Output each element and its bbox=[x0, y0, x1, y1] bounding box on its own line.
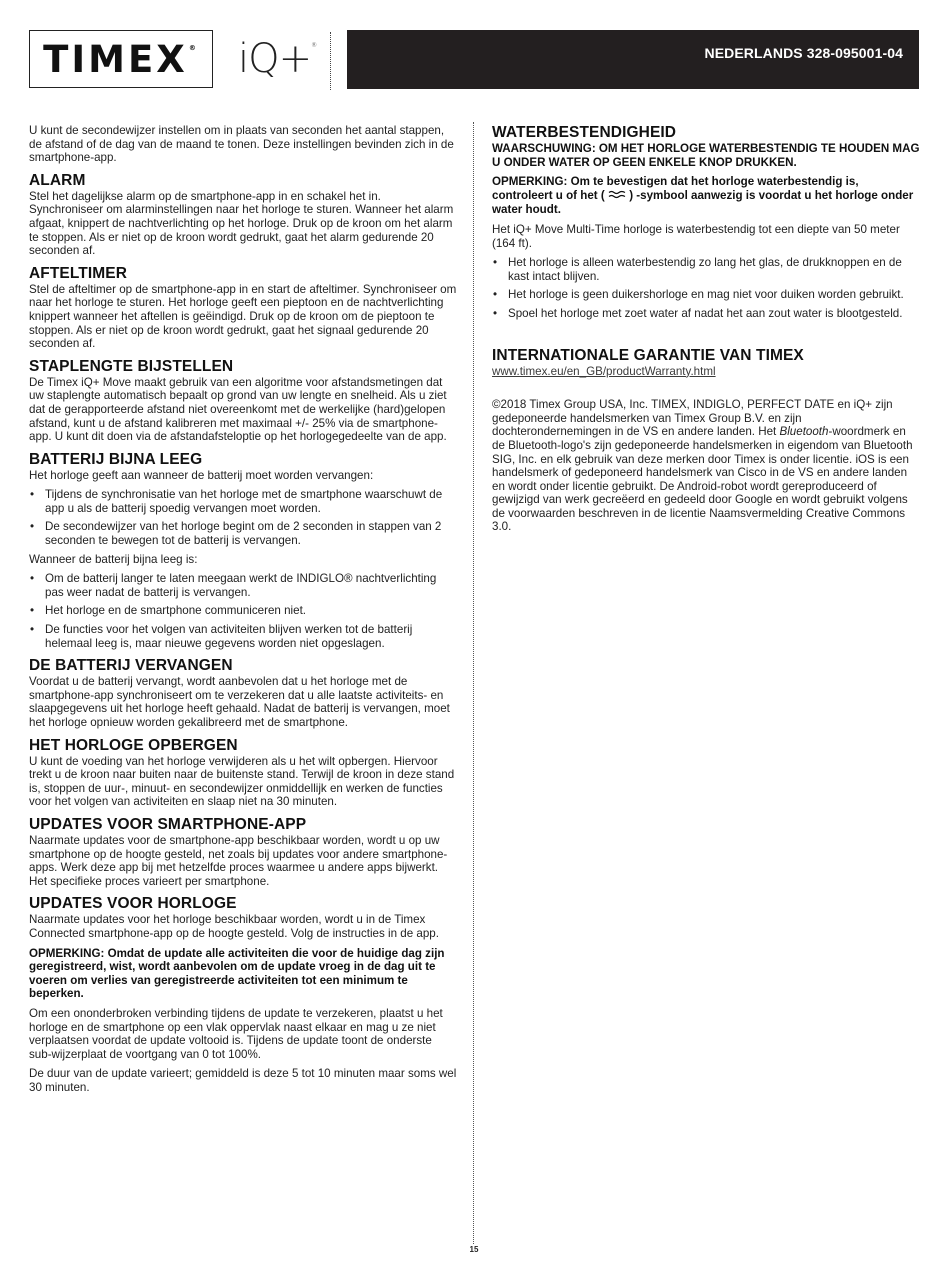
warranty-link[interactable]: www.timex.eu/en_GB/productWarranty.html bbox=[492, 364, 716, 378]
water-depth: Het iQ+ Move Multi-Time horloge is waterbestendig tot een diepte van 50 meter (164 ft). bbox=[492, 222, 900, 250]
water-resistance-heading: WATERBESTENDIGHEID bbox=[492, 124, 677, 141]
watch-updates-text: Naarmate updates voor het horloge beschikbaar worden, wordt u in de Timex Connected smartphone-app op de hoogte gesteld. Volg de instructies in de app. bbox=[29, 913, 439, 940]
list-item: • De functies voor het volgen van activiteiten blijven werken tot de batterij helemaal leeg is, maar nieuwe gegevens worden niet opgeslagen. bbox=[29, 623, 457, 650]
list-item: • Tijdens de synchronisatie van het horloge met de smartphone waarschuwt de app u als de batterij spoedig vervangen moet worden. bbox=[29, 488, 457, 515]
watch-updates-note: OPMERKING: Omdat de update alle activiteiten die voor de huidige dag zijn geregistreerd, wist, wordt aanbevolen om de update vroeg in de dag uit te voeren om verlies van geregistreerde activiteiten tot een minimum te beperken. bbox=[29, 946, 445, 1001]
water-resistant-icon bbox=[608, 190, 626, 204]
water-list bbox=[492, 256, 920, 320]
timer-heading: AFTELTIMER bbox=[29, 264, 128, 282]
list-item: • Om de batterij langer te laten meegaan werkt de INDIGLO® nachtverlichting pas weer nadat de batterij is vervangen. bbox=[29, 572, 457, 599]
store-watch-text: U kunt de voeding van het horloge verwijderen als u het wilt opbergen. Hiervoor trekt u de kroon naar buiten naar de buitenste stand. Terwijl de kroon in deze stand is, stoppen de uur-, minuut- en secondewijzer onmiddellijk en werken de functies voor het volgen van activiteiten en slaap niet na 30 minuten. bbox=[29, 754, 455, 809]
right-column bbox=[492, 124, 920, 540]
list-item: • Het horloge is alleen waterbestendig zo lang het glas, de drukknoppen en de kast intact blijven. bbox=[492, 256, 920, 283]
timer-text: Stel de afteltimer op de smartphone-app in en start de afteltimer. Synchroniseer om naar het horloge te sturen. Het horloge geeft een pieptoon en de nachtverlichting knippert wanneer het aftellen is geëindigd. Druk op de kroon om de pieptoon te stoppen. Als er niet op de kroon wordt gedrukt, gaat het signaal gedurende 20 seconden af. bbox=[29, 282, 457, 351]
battery-low-intro: Het horloge geeft aan wanneer de batterij moet worden vervangen: bbox=[29, 468, 374, 482]
alarm-text: Stel het dagelijkse alarm op de smartphone-app in en schakel het in. Synchroniseer om alarminstellingen naar het horloge te sturen. Wanneer het alarm afgaat, knippert de nachtverlichting op het horloge. Druk op de kroon om het alarm te stoppen. Als er niet op de kroon wordt gedrukt, gaat het alarm gedurende 20 seconden af. bbox=[29, 189, 454, 258]
page-number: 15 bbox=[469, 1245, 479, 1254]
list-item: • Het horloge is geen duikershorloge en mag niet voor duiken worden gebruikt. bbox=[492, 288, 920, 302]
battery-low-heading: BATTERIJ BIJNA LEEG bbox=[29, 450, 203, 468]
copyright-text: ©2018 Timex Group USA, Inc. TIMEX, INDIGLO, PERFECT DATE en iQ+ zijn gedeponeerde handelsmerken van Timex Group B.V. en zijn dochterondernemingen in de VS en andere landen. Het Bluetooth-woordmerk en de Bluetooth-logo's zijn gedeponeerde handelsmerken in eigendom van Bluetooth SIG, Inc. en elk gebruik van deze merken door Timex is onder licentie. iOS is een handelsmerk of gedeponeerd handelsmerk van Cisco in de VS en andere landen en wordt onder licentie gebruikt. De Android-robot wordt gereproduceerd of gewijzigd van werk gecreëerd en gedeeld door Google en wordt gebruikt volgens de voorwaarden beschreven in de licentie Naamsvermelding Creative Commons 3.0. bbox=[492, 398, 913, 534]
timex-logo-text: TIMEX® bbox=[43, 37, 199, 81]
app-updates-text: Naarmate updates voor de smartphone-app beschikbaar worden, wordt u op uw smartphone op de hoogte gesteld, net zoals bij updates voor andere smartphone-apps. Werk deze app bij met hetzelfde proces waarmee u andere apps bijwerkt. Het specifieke proces varieert per smartphone. bbox=[29, 833, 448, 888]
watch-updates-connection: Om een ononderbroken verbinding tijdens de update te verzekeren, plaatst u het horloge en de smartphone op een vlak oppervlak naast elkaar en mag u ze niet verplaatsen voordat de update voltooid is. Tijdens de update toont de onderste sub-wijzerplaat de voortgang van 0 tot 100%. bbox=[29, 1006, 443, 1061]
left-column bbox=[29, 124, 457, 1100]
battery-low-when: Wanneer de batterij bijna leeg is: bbox=[29, 552, 198, 566]
store-watch-heading: HET HORLOGE OPBERGEN bbox=[29, 736, 238, 754]
replace-battery-text: Voordat u de batterij vervangt, wordt aanbevolen dat u het horloge met de smartphone-app synchroniseert om te verzekeren dat u alle laatste activiteits- en slaapgegevens uit het horloge heeft gehaald. Nadat de batterij is vervangen, moet het horloge opnieuw worden gekalibreerd met de smartphone. bbox=[29, 675, 450, 729]
secondhand-intro: U kunt de secondewijzer instellen om in plaats van seconden het aantal stappen, de afstand of de dag van de maand te tonen. Deze instellingen bevinden zich in de smartphone-app. bbox=[29, 124, 454, 165]
water-note: OPMERKING: Om te bevestigen dat het horloge waterbestendig is, controleert u of het ( ) -symbool aanwezig is voordat u het horloge onder water houdt. bbox=[492, 175, 914, 217]
iq-plus-logo: iQ+® bbox=[238, 36, 317, 82]
timex-logo bbox=[29, 30, 213, 88]
watch-updates-heading: UPDATES VOOR HORLOGE bbox=[29, 895, 237, 913]
header-divider bbox=[330, 32, 331, 90]
list-item: • Het horloge en de smartphone communiceren niet. bbox=[29, 604, 457, 618]
battery-low-list bbox=[29, 488, 457, 547]
stride-heading: STAPLENGTE BIJSTELLEN bbox=[29, 357, 234, 375]
app-updates-heading: UPDATES VOOR SMARTPHONE-APP bbox=[29, 815, 307, 833]
warranty-heading: INTERNATIONALE GARANTIE VAN TIMEX bbox=[492, 346, 804, 364]
alarm-heading: ALARM bbox=[29, 171, 86, 189]
list-item: • De secondewijzer van het horloge begint om de 2 seconden in stappen van 2 seconden te bewegen tot de batterij is vervangen. bbox=[29, 520, 457, 547]
document-code: NEDERLANDS 328-095001-04 bbox=[704, 45, 903, 61]
column-divider bbox=[473, 122, 474, 1244]
header-bar bbox=[347, 30, 919, 89]
battery-low-when-list bbox=[29, 572, 457, 650]
replace-battery-heading: DE BATTERIJ VERVANGEN bbox=[29, 657, 233, 675]
water-warning: WAARSCHUWING: OM HET HORLOGE WATERBESTENDIG TE HOUDEN MAG U ONDER WATER OP GEEN ENKELE KNOP DRUKKEN. bbox=[492, 142, 920, 169]
list-item: • Spoel het horloge met zoet water af nadat het aan zout water is blootgesteld. bbox=[492, 307, 920, 321]
watch-updates-duration: De duur van de update varieert; gemiddeld is deze 5 tot 10 minuten maar soms wel 30 minuten. bbox=[29, 1067, 457, 1094]
stride-text: De Timex iQ+ Move maakt gebruik van een algoritme voor afstandsmetingen dat uw staplengte automatisch bepaalt op grond van uw lengte en snelheid. Als u ziet dat de gerapporteerde afstand niet overeenkomt met de werkelijke (hard)gelopen afstand, kunt u de afstand kalibreren met maximaal +/- 25% via de smartphone-app. U kunt dit doen via de afstandafsteloptie op het horlogegedeelte van de app. bbox=[29, 375, 447, 444]
